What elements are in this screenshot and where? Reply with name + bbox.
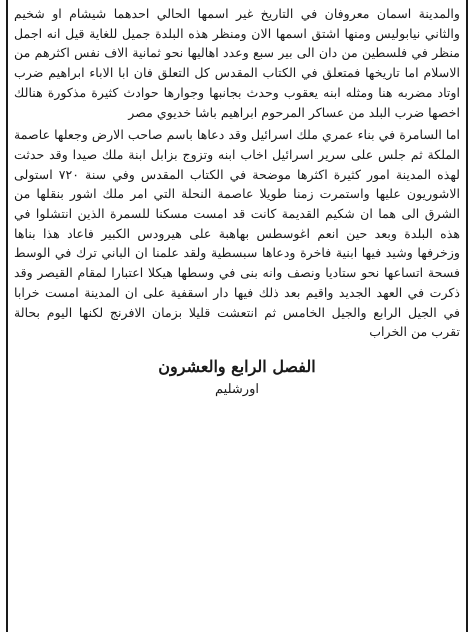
paragraph-samaria: اما السامرة في بناء عمري ملك اسرائيل وقد دعاها باسم صاحب الارض وجعلها عاصمة الملكة ثم جلس على سرير اسرائيل اخاب ابنه وتزوج بزابل ابنة ملك صيدا وقد حدثت لهذه المدينة امور كثيرة اكثرها موضحة في الكتاب المقدس وفي سنة ٧٢٠ استولى الاشوريون عليها واستمرت زمنا طويلا عاصمة النحلة التي امر ملك اشور بنقلها من الشرق الى هما ان شكيم القديمة كانت قد امست مسكنا للسمرة الذين انتشلوا في هذه البلدة وبعد حين انعم اغوسطس بهاهبة على هيرودس الكبير فاعاد هذا بناها وزخرفها وشيد فيها ابنية فاخرة ودعاها سبسطية ولقد علمنا ان الباني ترك في الوسط فسحة اتساعها نحو ستاديا ونصف وانه بنى في وسطها هيكلا اعتبارا لمقام القيصر وقد ذكرت في العهد الجديد واقيم بعد ذلك فيها دار اسقفية على ان المدينة امست خرابا في الجيل الرابع والجيل الخامس ثم انتعشت قليلا بزمان الافرنج لكنها اليوم بحالة تقرب من الخراب xyxy=(14,127,461,340)
chapter-heading: الفصل الرابع والعشرون xyxy=(158,356,316,376)
text-body xyxy=(14,4,460,399)
left-border-rule xyxy=(6,0,8,632)
right-border-rule xyxy=(466,0,468,632)
chapter-subheading: اورشليم xyxy=(215,381,259,397)
paragraph-nablus: والمدينة اسمان معروفان في التاريخ غير اسمها الحالي احدهما شيشام او شخيم والثاني نيابوليس ومنها اشتق اسمها الان ومنظر هذه البلدة جميل للغاية قيل انه اجمل منظر في فلسطين من دان الى بير سبع وعدد اهاليها نحو ثمانية الاف نفس اكثرهم من الاسلام اما تاريخها فمتعلق في الكتاب المقدس كل التعلق فان ابا الاباء ابراهيم ضرب اوتاد مضربه هنا ومثله ابنه يعقوب وحدث بجانبها وجوارها حوادث كثيرة مذكورة هنالك اخصها ضرب البلد من عساكر المرحوم ابراهيم باشا خديوي مصر xyxy=(14,6,460,120)
